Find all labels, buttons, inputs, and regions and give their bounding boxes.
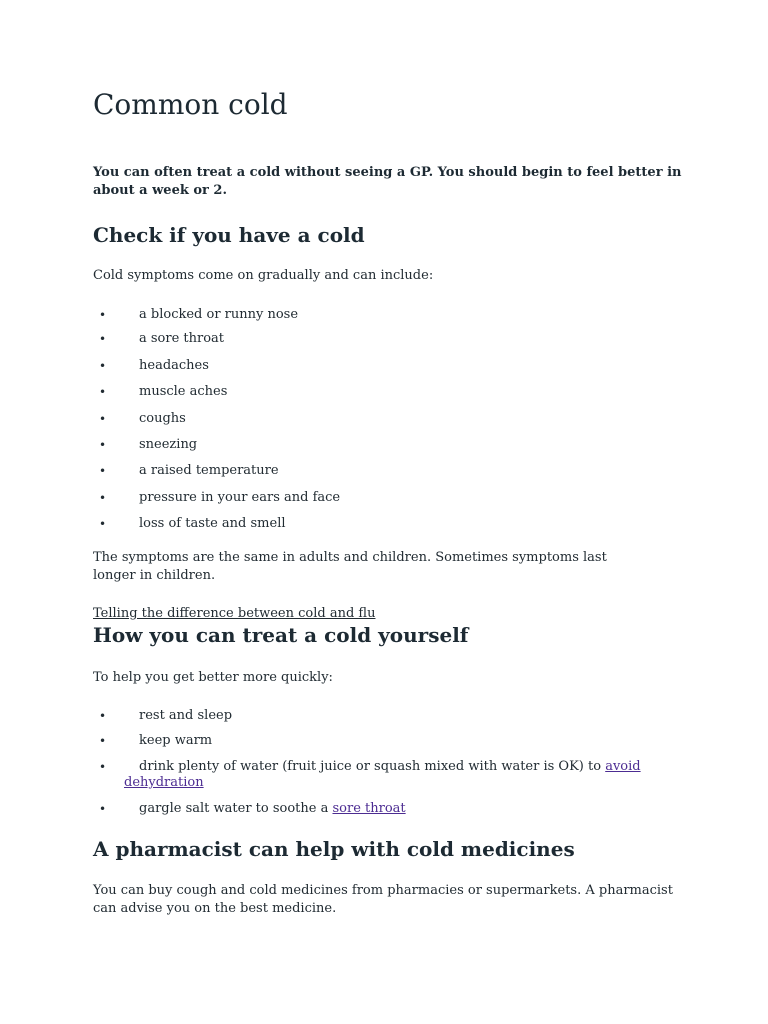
- list-item: • a raised temperature: [99, 463, 279, 478]
- list-item: • rest and sleep: [99, 708, 233, 723]
- list-item: • gargle salt water to soothe a sore throat: [99, 801, 406, 816]
- bullet-icon: •: [99, 517, 107, 531]
- list-item: • sneezing: [99, 437, 198, 452]
- bullet-icon: •: [99, 332, 107, 346]
- cold-vs-flu-link[interactable]: Telling the difference between cold and flu: [93, 606, 376, 621]
- treatment-list: [93, 708, 683, 825]
- bullet-icon: •: [99, 438, 107, 452]
- list-item: • a sore throat: [99, 331, 225, 346]
- heading-treat-cold: How you can treat a cold yourself: [93, 623, 469, 647]
- bullet-icon: •: [99, 734, 107, 748]
- bullet-icon: •: [99, 308, 107, 322]
- bullet-icon: •: [99, 359, 107, 373]
- list-item: • drink plenty of water (fruit juice or squash mixed with water is OK) to avoid dehydration: [99, 759, 641, 790]
- page-title: Common cold: [93, 88, 288, 121]
- bullet-icon: •: [99, 412, 107, 426]
- list-item: • muscle aches: [99, 384, 228, 399]
- list-item: • headaches: [99, 358, 209, 373]
- avoid-dehydration-link[interactable]: avoid dehydration: [124, 759, 641, 790]
- list-item: • pressure in your ears and face: [99, 490, 341, 505]
- treat-intro: To help you get better more quickly:: [93, 670, 333, 685]
- sore-throat-link[interactable]: sore throat: [332, 801, 406, 816]
- lead-paragraph: You can often treat a cold without seeing a GP. You should begin to feel better in about a week or 2.: [93, 165, 682, 198]
- pharmacist-paragraph: You can buy cough and cold medicines from pharmacies or supermarkets. A pharmacist can advise you on the best medicine.: [93, 883, 673, 916]
- heading-pharmacist: A pharmacist can help with cold medicines: [93, 837, 575, 861]
- list-item: • loss of taste and smell: [99, 516, 286, 531]
- list-item: • coughs: [99, 411, 186, 426]
- symptoms-note: The symptoms are the same in adults and children. Sometimes symptoms last longer in children.: [93, 550, 607, 583]
- list-item: • a blocked or runny nose: [99, 307, 299, 322]
- bullet-icon: •: [99, 385, 107, 399]
- bullet-icon: •: [99, 802, 107, 816]
- bullet-icon: •: [99, 464, 107, 478]
- symptoms-list: [93, 307, 683, 540]
- bullet-icon: •: [99, 709, 107, 723]
- symptoms-intro: Cold symptoms come on gradually and can include:: [93, 268, 434, 283]
- heading-check-cold: Check if you have a cold: [93, 223, 365, 247]
- bullet-icon: •: [99, 491, 107, 505]
- bullet-icon: •: [99, 760, 107, 774]
- list-item: • keep warm: [99, 733, 213, 748]
